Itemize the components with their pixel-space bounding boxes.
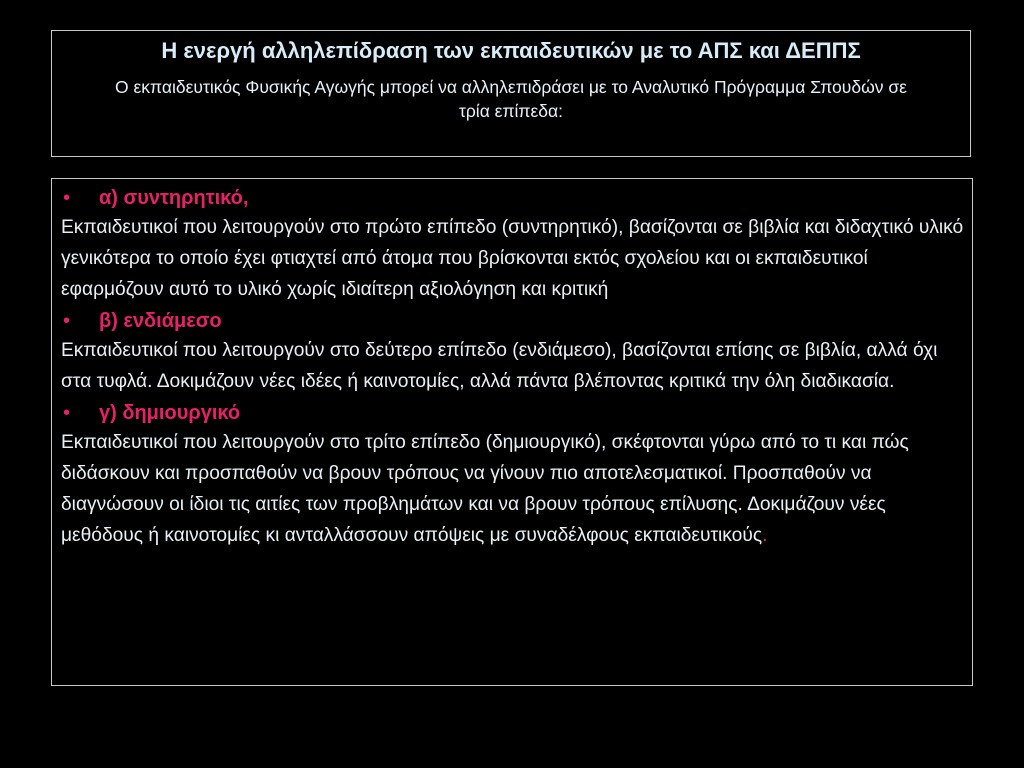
section-text-creative [61,427,964,551]
title-box [51,30,971,157]
bullet-icon: • [63,310,71,332]
section-heading-label: β) ενδιάμεσο [99,310,222,332]
section-text-intermediate: Εκπαιδευτικοί που λειτουργούν στο δεύτερο επίπεδο (ενδιάμεσο), βασίζονται επίσης σε βιβλία, αλλά όχι στα τυφλά. Δοκιμάζουν νέες ιδέες ή καινοτομίες, αλλά πάντα βλέποντας κριτικά την όλη διαδικασία. [61,340,938,392]
section-heading-label: γ) δημιουργικό [99,402,241,424]
end-mark: . [762,525,768,546]
content-box [51,178,973,686]
page-title: Η ενεργή αλληλεπίδραση των εκπαιδευτικών με το ΑΠΣ και ΔΕΠΠΣ [161,38,861,63]
section-heading-conservative [61,184,964,212]
section-heading-creative [61,399,964,427]
bullet-icon: • [63,187,71,209]
section-text-body: Εκπαιδευτικοί που λειτουργούν στο τρίτο επίπεδο (δημιουργικό), σκέφτονται γύρω από το τι και πώς διδάσκουν και προσπαθούν να βρουν τρόπους να γίνουν πιο αποτελεσματικοί. Προσπαθούν να διαγνώσουν οι ίδιοι τις αιτίες των προβλημάτων και να βρουν τρόπους επίλυσης. Δοκιμάζουν νέες μεθόδους ή καινοτομίες κι ανταλλάσσουν απόψεις με συναδέλφους εκπαιδευτικούς [61,432,909,546]
section-heading-intermediate [61,307,964,335]
section-heading-label: α) συντηρητικό, [99,187,249,209]
bullet-icon: • [63,402,71,424]
page-subtitle: Ο εκπαιδευτικός Φυσικής Αγωγής μπορεί να αλληλεπιδράσει με το Αναλυτικό Πρόγραμμα Σπουδών σε τρία επίπεδα: [115,77,907,121]
section-text-conservative: Εκπαιδευτικοί που λειτουργούν στο πρώτο επίπεδο (συντηρητικό), βασίζονται σε βιβλία και διδαχτικό υλικό γενικότερα το οποίο έχει φτιαχτεί από άτομα που βρίσκονται εκτός σχολείου και οι εκπαιδευτικοί εφαρμόζουν αυτό το υλικό χωρίς ιδιαίτερη αξιολόγηση και κριτική [61,217,964,300]
